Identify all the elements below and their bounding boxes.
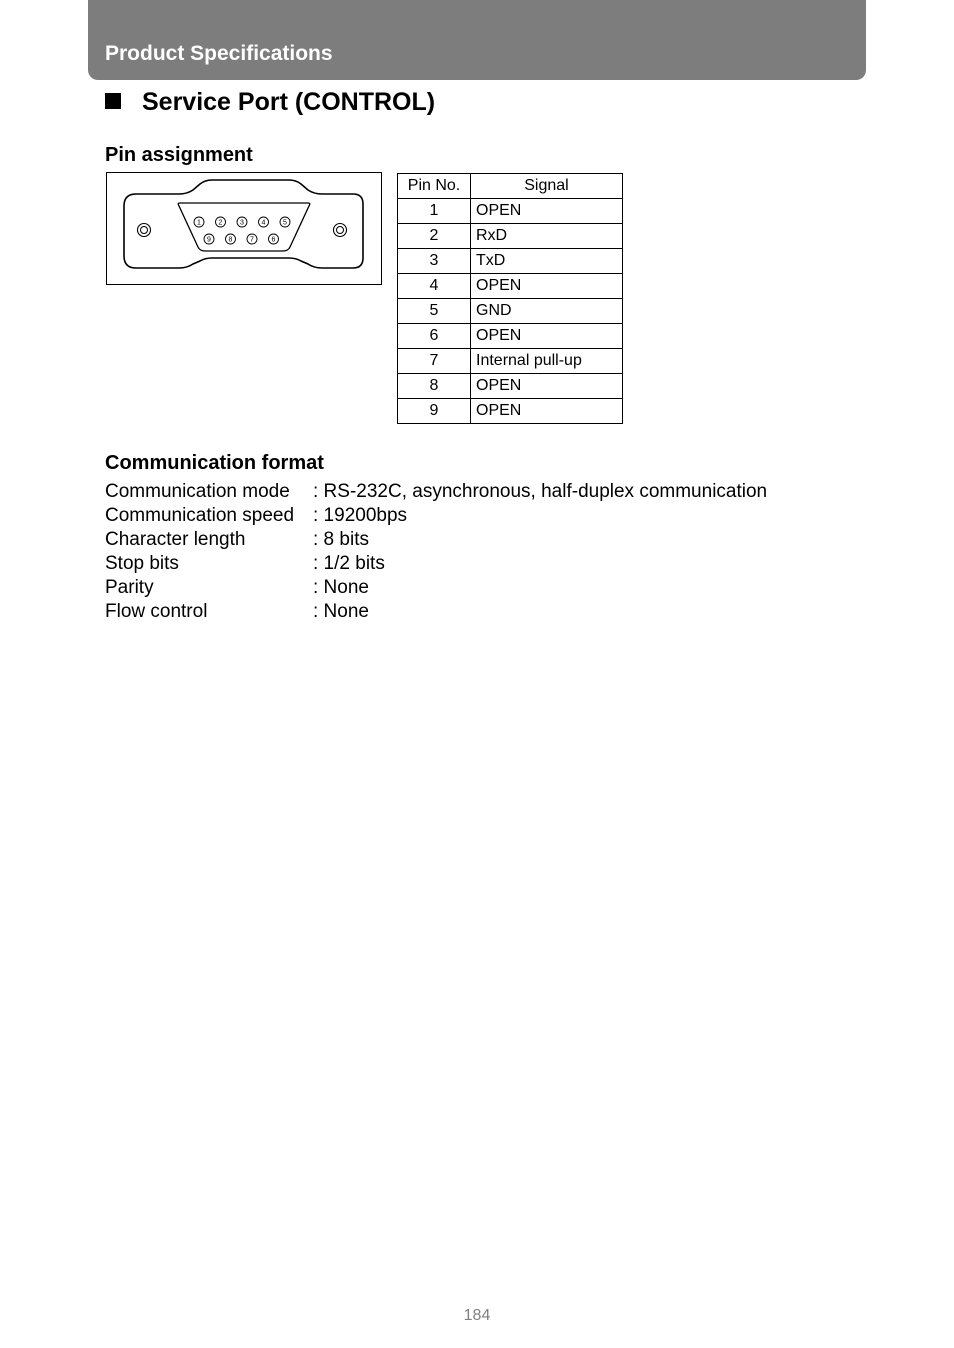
list-item — [105, 528, 767, 552]
pin-signal: OPEN — [471, 274, 623, 299]
comm-value: : RS-232C, asynchronous, half-duplex communication — [313, 481, 768, 502]
pin-number: 8 — [398, 374, 471, 399]
list-item — [105, 600, 767, 624]
comm-value: : 1/2 bits — [313, 553, 385, 574]
pin-signal: Internal pull-up — [471, 349, 623, 374]
table-row — [398, 224, 623, 249]
screw-left-inner — [141, 227, 148, 234]
pin-table — [397, 173, 623, 424]
pin-assignment-heading: Pin assignment — [105, 144, 253, 166]
pin-layer — [194, 217, 290, 244]
table-row — [398, 299, 623, 324]
pin-signal: GND — [471, 299, 623, 324]
pin-signal: OPEN — [471, 324, 623, 349]
header-pin-no: Pin No. — [398, 174, 471, 199]
comm-label: Flow control — [105, 601, 208, 622]
screw-left — [138, 224, 151, 237]
table-row — [398, 199, 623, 224]
connector-pin-label: 6 — [271, 236, 276, 244]
d-sub-connector-icon — [107, 173, 381, 284]
pin-number: 3 — [398, 249, 471, 274]
screw-right-inner — [337, 227, 344, 234]
table-row — [398, 349, 623, 374]
comm-value: : 19200bps — [313, 505, 408, 526]
pin-number: 6 — [398, 324, 471, 349]
screw-right — [334, 224, 347, 237]
list-item — [105, 552, 767, 576]
table-row — [398, 399, 623, 424]
connector-pin-label: 7 — [250, 236, 254, 244]
square-bullet-icon — [105, 93, 121, 109]
header-bar — [88, 0, 866, 80]
table-header-row — [398, 174, 623, 199]
pin-number: 1 — [398, 199, 471, 224]
connector-pin-label: 8 — [228, 236, 233, 244]
comm-value: : 8 bits — [313, 529, 369, 550]
table-row — [398, 324, 623, 349]
header-signal: Signal — [471, 174, 623, 199]
comm-value: : None — [313, 577, 369, 598]
section-title-text: Service Port (CONTROL) — [142, 88, 436, 116]
comm-value: : None — [313, 601, 369, 622]
comm-label: Stop bits — [105, 553, 179, 574]
connector-pin-label: 1 — [197, 219, 201, 227]
list-item — [105, 576, 767, 600]
pin-number: 7 — [398, 349, 471, 374]
pin-number: 5 — [398, 299, 471, 324]
connector-diagram — [106, 172, 382, 285]
page-number: 184 — [463, 1307, 491, 1324]
pin-signal: OPEN — [471, 199, 623, 224]
pin-signal: OPEN — [471, 374, 623, 399]
pin-signal: TxD — [471, 249, 623, 274]
comm-label: Parity — [105, 577, 154, 598]
communication-format-list — [105, 480, 767, 624]
connector-pin-label: 9 — [207, 236, 211, 244]
list-item — [105, 480, 767, 504]
connector-pin-label: 2 — [218, 219, 223, 227]
table-row — [398, 274, 623, 299]
table-row — [398, 249, 623, 274]
comm-label: Communication mode — [105, 481, 290, 502]
section-title — [105, 88, 435, 117]
table-row — [398, 374, 623, 399]
comm-label: Character length — [105, 529, 246, 550]
comm-label: Communication speed — [105, 505, 295, 526]
header-title: Product Specifications — [105, 42, 333, 65]
pin-number: 2 — [398, 224, 471, 249]
pin-number: 4 — [398, 274, 471, 299]
connector-pin-label: 4 — [261, 219, 266, 227]
communication-format-heading: Communication format — [105, 452, 324, 474]
pin-number: 9 — [398, 399, 471, 424]
list-item — [105, 504, 767, 528]
pin-signal: RxD — [471, 224, 623, 249]
connector-pin-label: 5 — [283, 219, 287, 227]
pin-signal: OPEN — [471, 399, 623, 424]
connector-pin-label: 3 — [240, 219, 244, 227]
